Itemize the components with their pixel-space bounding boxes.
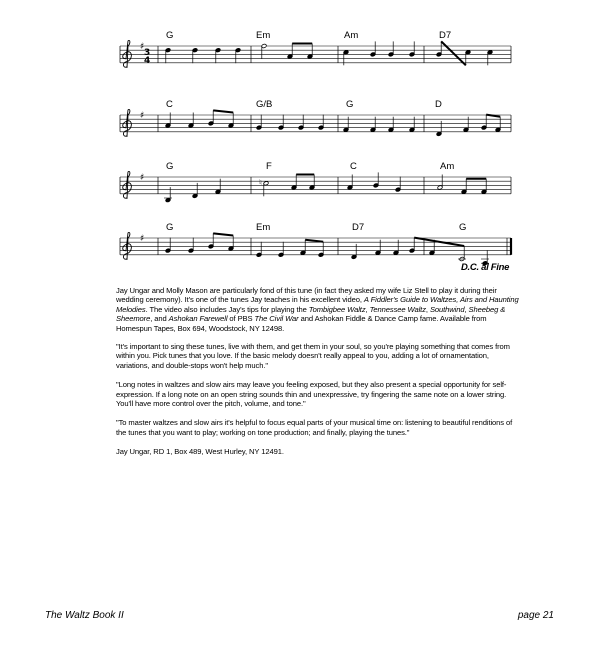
chord-symbol: Am xyxy=(344,30,359,41)
separator: , and xyxy=(150,314,169,324)
chord-symbol: C xyxy=(166,99,173,110)
time-signature-bottom: 4 xyxy=(144,56,151,66)
sheet-music-score xyxy=(0,0,612,280)
separator: , xyxy=(365,304,370,314)
staff-system xyxy=(120,222,511,266)
quote-paragraph-2: "Long notes in waltzes and slow airs may leave you feeling exposed, but they also present a special opportunity for self-expression. If a long note on an open string sounds thin and unexpressive, try fingering the same note on a lower string. You'll have more control over the pitch, volume, and tone." xyxy=(116,380,507,409)
note-beam xyxy=(305,240,323,242)
note-beam xyxy=(213,110,233,112)
tune-notes xyxy=(116,286,521,467)
chord-symbol: D7 xyxy=(439,30,452,41)
chord-symbol: G xyxy=(346,99,354,110)
intro-text-c: of PBS xyxy=(227,314,255,324)
tune-title: Tennessee Waltz xyxy=(369,304,426,314)
quote-paragraph-3: "To master waltzes and slow airs it's helpful to focus equal parts of your musical time on: listening to beautiful renditions of the tunes that you want to play; working on tone production; and finally, playing the tunes." xyxy=(116,418,513,437)
sharp-key-signature-icon: ♯ xyxy=(140,173,145,183)
video-title: A Fiddler's Guide to Waltzes, Airs and Haunting Melodies xyxy=(116,295,519,314)
chord-symbol: Em xyxy=(256,222,271,233)
paragraph-intro xyxy=(116,286,521,333)
chord-symbol: Em xyxy=(256,30,271,41)
chord-symbol: F xyxy=(266,161,272,172)
note-beam xyxy=(213,233,233,235)
footer-page-number: page 21 xyxy=(517,610,554,621)
footer-book-title: The Waltz Book II xyxy=(45,610,124,621)
natural-sign-icon: ♮ xyxy=(259,178,262,187)
intro-text-d: and Ashokan Fiddle & Dance Camp fame. Available from Homespun Tapes, Box 694, Woodstock, NY 12498. xyxy=(116,314,487,333)
dc-al-fine-marking: D.C. al Fine xyxy=(461,262,510,273)
chord-symbol: G xyxy=(166,222,174,233)
tune-title: Southwind xyxy=(429,304,465,314)
chord-symbol: G xyxy=(166,30,174,41)
chord-symbol: G/B xyxy=(256,99,273,110)
show-title: The Civil War xyxy=(254,314,299,324)
contact-address: Jay Ungar, RD 1, Box 489, West Hurley, NY 12491. xyxy=(116,447,284,457)
tune-title: Tombigbee Waltz xyxy=(308,304,366,314)
intro-text-a: Jay Ungar and Molly Mason are particularly fond of this tune (in fact they asked my wife Liz Stell to play it during their wedding ceremony). It's one of the tunes Jay teaches in his excellent video, xyxy=(116,286,497,305)
chord-symbol: Am xyxy=(440,161,455,172)
tune-title: Sheebeg & Sheemore xyxy=(116,304,506,324)
separator: , xyxy=(464,304,469,314)
staff-system xyxy=(120,99,511,137)
chord-symbol: D xyxy=(435,99,442,110)
sharp-key-signature-icon: ♯ xyxy=(140,234,145,244)
sharp-key-signature-icon: ♯ xyxy=(140,111,145,121)
staff-system xyxy=(120,30,511,68)
chord-symbol: G xyxy=(166,161,174,172)
separator: , xyxy=(425,304,430,314)
time-signature-top: 3 xyxy=(144,48,151,58)
quote-paragraph-1: "It's important to sing these tunes, live with them, and get them in your soul, so you're playing something that comes from within you. Pick tunes that you love. If the basic melody doesn't really appeal to you, adding a lot of ornamentation, variations, and double-stops won't help much." xyxy=(116,342,510,370)
intro-text-b: . The video also includes Jay's tips for playing the xyxy=(145,304,309,314)
note-beam xyxy=(441,41,466,65)
note-beam xyxy=(414,238,464,246)
tune-title: Ashokan Farewell xyxy=(168,314,228,324)
sharp-key-signature-icon: ♯ xyxy=(140,42,145,52)
chord-symbol: D7 xyxy=(352,222,365,233)
staff-system xyxy=(120,161,511,203)
chord-symbol: G xyxy=(459,222,467,233)
chord-symbol: C xyxy=(350,161,357,172)
